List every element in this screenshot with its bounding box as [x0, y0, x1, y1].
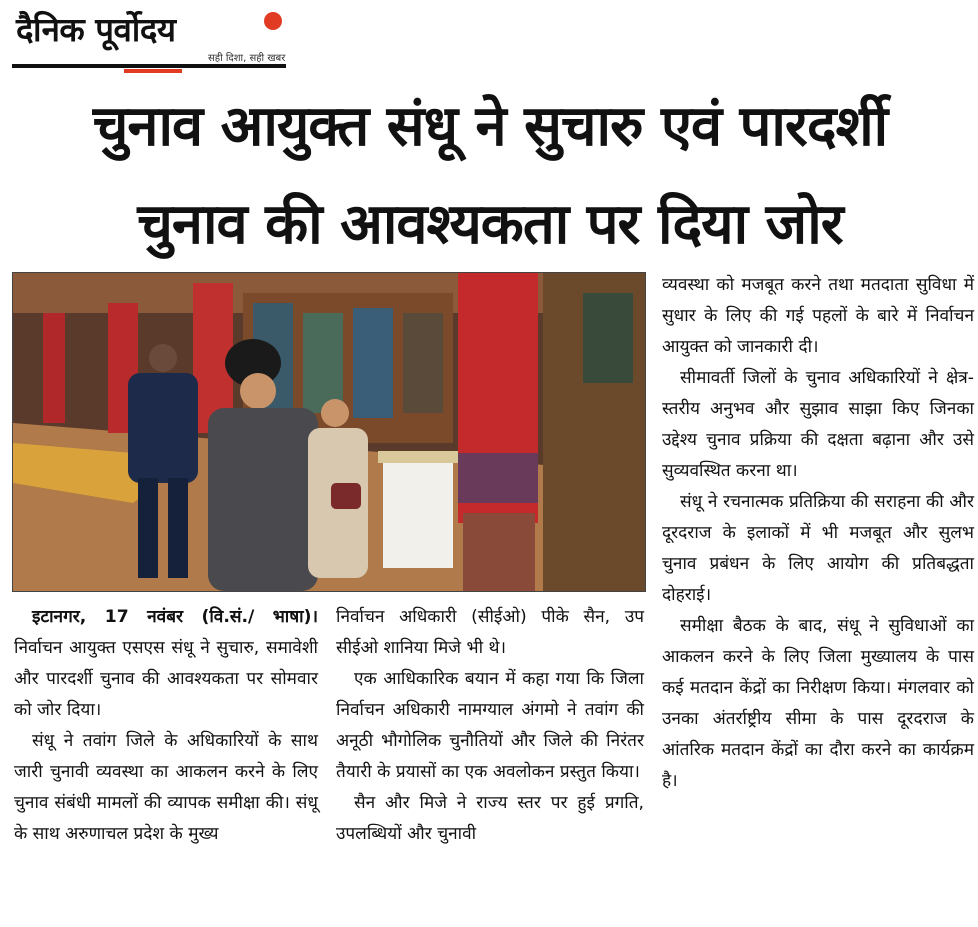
- masthead-rule: [12, 64, 286, 68]
- article-paragraph: समीक्षा बैठक के बाद, संधू ने सुविधाओं का आकलन करने के लिए जिला मुख्यालय के पास कई मतदान केंद्रों का निरीक्षण किया। मंगलवार को उनका अंतर्राष्ट्रीय सीमा के पास दूरदराज के आंतरिक मतदान केंद्रों का दौरा करने का कार्यक्रम है।: [662, 616, 974, 791]
- article-paragraph: संधू ने रचनात्मक प्रतिक्रिया की सराहना की और दूरदराज के इलाकों में भी मजबूत और सुलभ चुनाव प्रबंधन के लिए आयोग की प्रतिबद्धता दोहराई।: [662, 492, 974, 605]
- monastery-photo-illustration: [13, 273, 645, 591]
- news-photo: [12, 272, 646, 592]
- headline-line-1: चुनाव आयुक्त संधू ने सुचारु एवं पारदर्शी: [92, 94, 888, 159]
- article-paragraph: सैन और मिजे ने राज्य स्तर पर हुई प्रगति, उपलब्धियों और चुनावी: [336, 793, 644, 844]
- article-lead-text: निर्वाचन आयुक्त एसएस संधू ने सुचारु, समावेशी और पारदर्शी चुनाव की आवश्यकता पर सोमवार को जोर दिया।: [14, 638, 318, 720]
- headline: [20, 78, 960, 274]
- article-paragraph: व्यवस्था को मजबूत करने तथा मतदाता सुविधा में सुधार के लिए की गई पहलों के बारे में निर्वाचन आयुक्त को जानकारी दी।: [662, 275, 974, 357]
- article-paragraph: सीमावर्ती जिलों के चुनाव अधिकारियों ने क्षेत्र-स्तरीय अनुभव और सुझाव साझा किए जिनका उद्देश्य चुनाव प्रक्रिया की दक्षता बढ़ाना और उसे सुव्यवस्थित करना था।: [662, 368, 974, 481]
- logo-dot-icon: [264, 12, 282, 30]
- article-paragraph: निर्वाचन अधिकारी (सीईओ) पीके सैन, उप सीईओ शानिया मिजे भी थे।: [336, 607, 644, 658]
- article-paragraph: संधू ने तवांग जिले के अधिकारियों के साथ जारी चुनावी व्यवस्था का आकलन करने के लिए चुनाव संबंधी मामलों की व्यापक समीक्षा की। संधू के साथ अरुणाचल प्रदेश के मुख्य: [14, 731, 318, 844]
- article-column-3: [662, 270, 974, 797]
- masthead-accent-bar: [124, 69, 182, 73]
- newspaper-logo: दैनिक पूर्वोदय: [16, 10, 176, 49]
- headline-line-2: चुनाव की आवश्यकता पर दिया जोर: [137, 192, 843, 257]
- masthead: [12, 6, 288, 70]
- newspaper-slogan: सही दिशा, सही खबर: [208, 53, 286, 64]
- article-column-2: [336, 602, 644, 850]
- article-paragraph: एक आधिकारिक बयान में कहा गया कि जिला निर्वाचन अधिकारी नामग्याल अंगमो ने तवांग की अनूठी भौगोलिक चुनौतियों और जिले की निरंतर तैयारी के प्रयासों का एक अवलोकन प्रस्तुत किया।: [336, 669, 644, 782]
- article-column-1: [14, 602, 318, 850]
- article-paragraph-first: [14, 602, 318, 726]
- dateline: इटानगर, 17 नवंबर (वि.सं./ भाषा)।: [32, 607, 318, 627]
